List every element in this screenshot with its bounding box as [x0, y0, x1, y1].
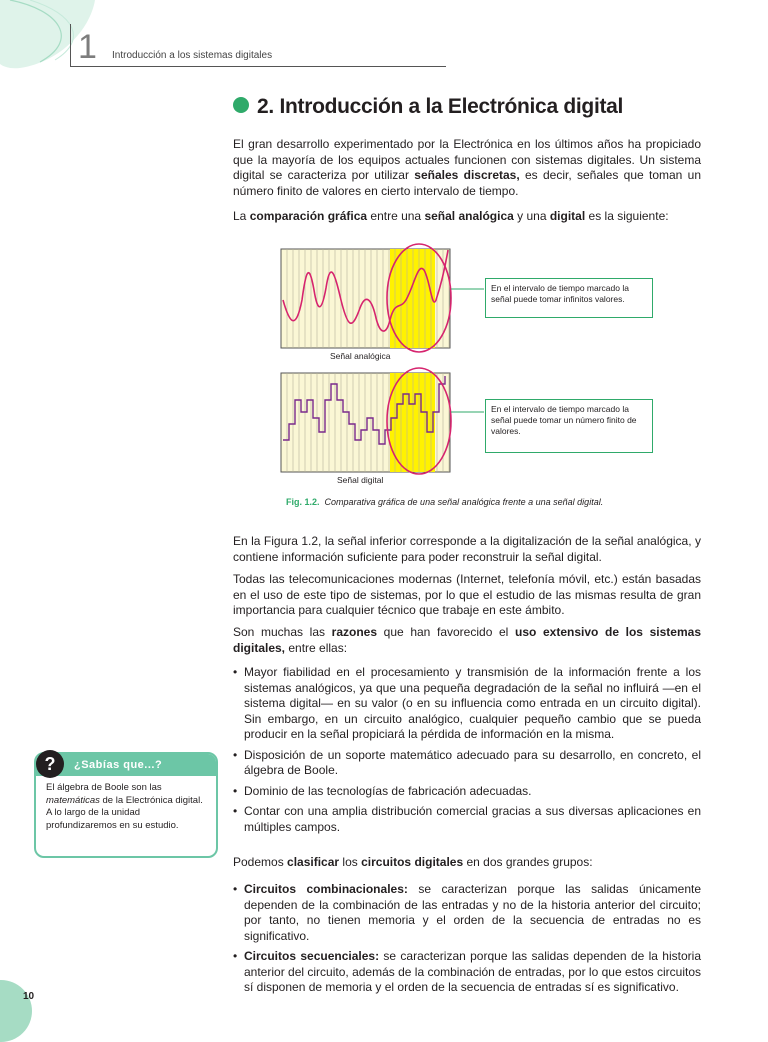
figure-signal-comparison: [0, 0, 768, 520]
bold-term: clasificar: [287, 855, 340, 869]
list-item: [233, 949, 701, 996]
digital-grid-lines: [287, 373, 449, 472]
paragraph-figure-explanation: En la Figura 1.2, la señal inferior corresponde a la digitalización de la señal analógica, y contiene información suficiente para poder reconstruir la señal digital.: [233, 534, 701, 564]
circuit-types-list: [233, 882, 701, 1001]
analog-label: Señal analógica: [330, 351, 391, 361]
text-span: se caracterizan porque las salidas dependen de la historia anterior del circuito, además de la combinación de entradas, por lo que estos circuitos sí disponen de memoria y el orden de la secuencia de entradas sí es significativo.: [244, 949, 701, 994]
reasons-list: [233, 665, 701, 840]
list-item: [233, 882, 701, 944]
chapter-number: 1: [78, 28, 97, 66]
bold-term: razones: [331, 625, 378, 639]
paragraph-telecom: Todas las telecomunicaciones modernas (Internet, telefonía móvil, etc.) están basadas en el uso de este tipo de sistemas, por lo que el estudio de las mismas resulta de gran importancia para cualquier técnico que trabaje en este ámbito.: [233, 572, 701, 617]
bold-term: circuitos digitales: [361, 855, 464, 869]
text-span: que han favorecido el: [377, 625, 515, 639]
paragraph-reasons-intro: [233, 625, 701, 656]
bold-term: Circuitos combinacionales:: [244, 882, 408, 896]
bold-term: señales discretas,: [414, 168, 520, 182]
paragraph-comparison: [233, 209, 701, 225]
digital-panel: [281, 368, 484, 474]
analog-panel: [281, 244, 484, 352]
list-item: • Dominio de las tecnologías de fabricación adecuadas.: [233, 784, 701, 800]
text-span: Podemos: [233, 855, 288, 869]
paragraph-intro: [233, 137, 701, 199]
paragraph-classification: [233, 855, 701, 871]
text-span: Son muchas las: [233, 625, 332, 639]
figure-caption: [286, 497, 603, 507]
sidebar-title: ¿Sabías que...?: [36, 754, 216, 776]
digital-signal-line: [283, 376, 445, 444]
analog-grid-background: [281, 249, 450, 348]
analog-highlight: [390, 249, 435, 348]
bold-term: Circuitos secuenciales:: [244, 949, 380, 963]
figure-caption-text: Comparativa gráfica de una señal analógica frente a una señal digital.: [324, 497, 604, 507]
bold-term: digital: [549, 209, 586, 223]
analog-interval-circle: [387, 244, 451, 352]
text-span: los: [339, 855, 362, 869]
text-span: se caracterizan porque las salidas únicamente dependen de la combinación de las entradas y no de la historia anterior del circuito; por tanto, no tienen memoria y el orden de la secuencia de entradas no es significativo.: [244, 882, 702, 943]
section-title: [233, 95, 623, 119]
text-span: entre una: [367, 209, 425, 223]
page-number: 10: [23, 991, 35, 1002]
analog-grid-lines: [287, 249, 449, 348]
text-span: El álgebra de Boole son las: [46, 782, 162, 793]
text-span: en dos grandes grupos:: [463, 855, 593, 869]
text-span: y una: [513, 209, 550, 223]
bold-term: comparación gráfica: [249, 209, 368, 223]
section-bullet-icon: [233, 97, 249, 113]
list-item: • Contar con una amplia distribución comercial gracias a sus diversas aplicaciones en múltiples campos.: [233, 804, 701, 835]
text-span: entre ellas:: [285, 640, 348, 655]
bold-term: señal analógica: [424, 209, 514, 223]
list-item: • Mayor fiabilidad en el procesamiento y transmisión de la información frente a los sistemas analógicos, ya que una pequeña degradación de la señal no influirá —en el sistema digital— en su valor (o en su influencia como entrada en un circuito digital). Sin embargo, en un circuito analógico, cualquier pequeño cambio que se pueda producir en la señal propiciará la pérdida de información en la misma.: [233, 665, 701, 743]
analog-signal-line: [283, 250, 448, 331]
digital-label: Señal digital: [337, 475, 384, 485]
sidebar-text: [36, 776, 216, 832]
text-span: El gran desarrollo experimentado por la Electrónica en los últimos años ha propiciado que la mayoría de los equipos actuales funcionen con sistemas digitales. Un sistema digital se caracteriza por utilizar: [233, 137, 701, 182]
text-span: es decir, señales que toman un número finito de valores en cierto intervalo de tiempo.: [233, 168, 701, 198]
question-mark-icon: ?: [36, 750, 64, 778]
analog-callout: En el intervalo de tiempo marcado la señal puede tomar infinitos valores.: [485, 278, 653, 318]
digital-callout: En el intervalo de tiempo marcado la señal puede tomar un número finito de valores.: [485, 399, 653, 453]
digital-grid-background: [281, 373, 450, 472]
figure-number: Fig. 1.2.: [286, 497, 320, 507]
section-title-text: 2. Introducción a la Electrónica digital: [257, 95, 624, 118]
italic-term: matemáticas: [46, 794, 100, 806]
digital-interval-circle: [387, 368, 451, 474]
bold-term: uso extensivo de los sistemas digitales,: [233, 625, 701, 655]
digital-highlight: [390, 373, 435, 472]
list-item: • Disposición de un soporte matemático adecuado para su desarrollo, en concreto, el álgebra de Boole.: [233, 748, 701, 779]
page-number-decoration: [0, 980, 35, 1042]
text-span: La: [233, 209, 250, 223]
chapter-title: Introducción a los sistemas digitales: [112, 50, 273, 61]
header-vertical-rule: [70, 24, 71, 67]
text-span: de la Electrónica digital. A lo largo de la unidad profundizaremos en su estudio.: [46, 794, 203, 831]
signal-diagram: [0, 0, 768, 520]
text-span: es la siguiente:: [585, 209, 669, 223]
header-rule: [70, 66, 446, 67]
